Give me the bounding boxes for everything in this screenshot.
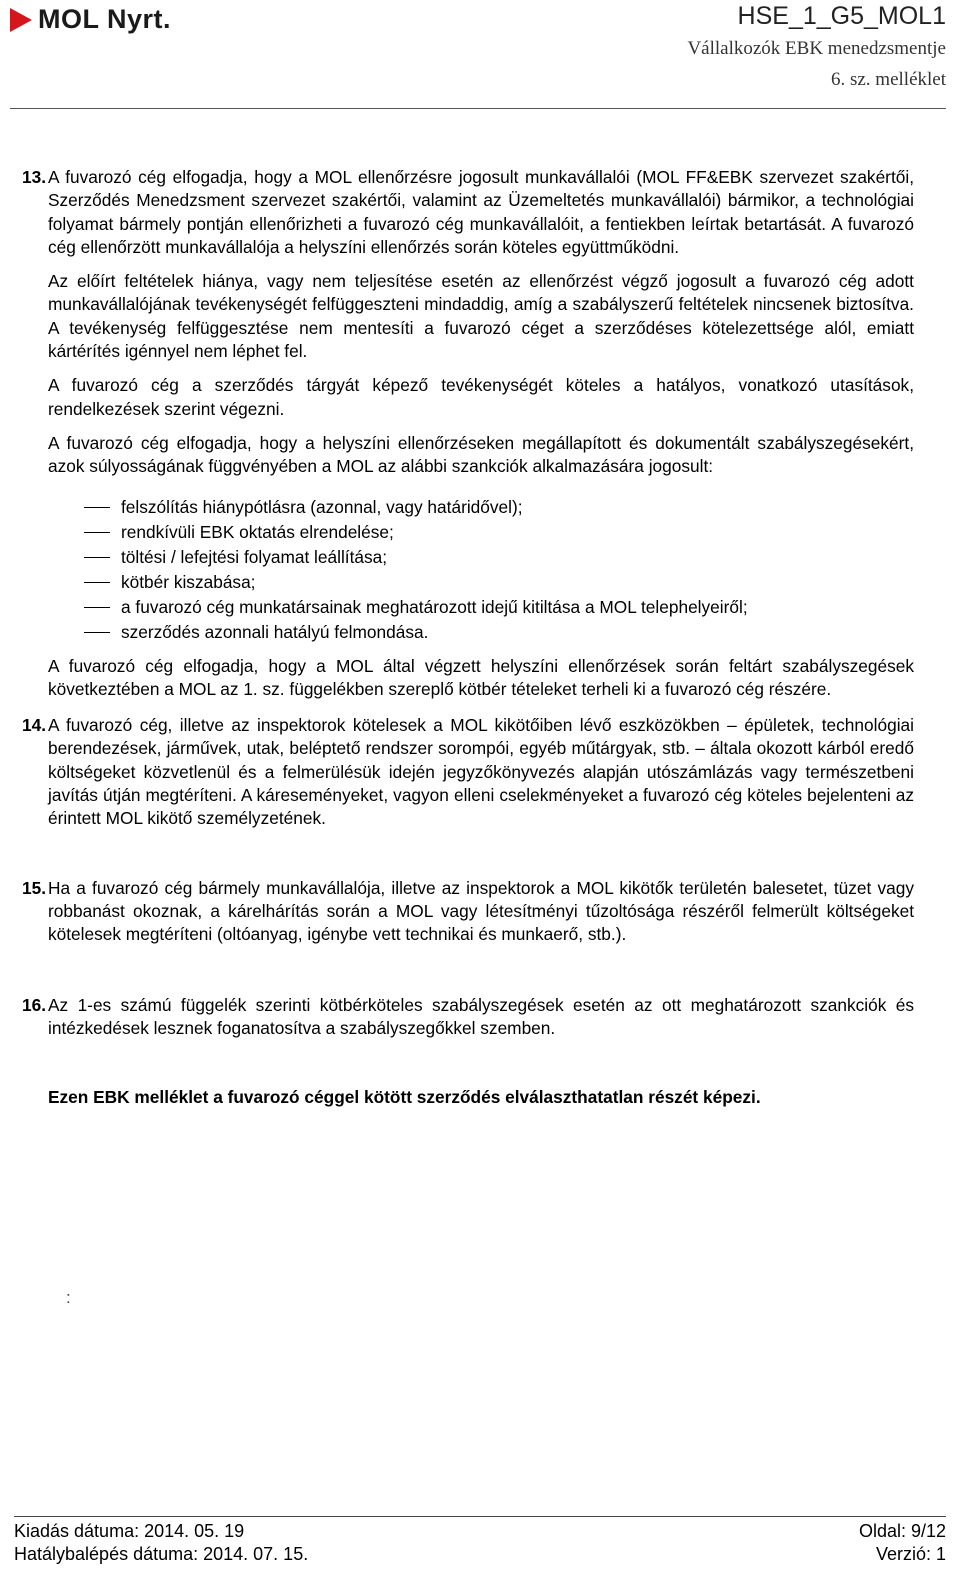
page-header [0,0,960,110]
issue-date: Kiadás dátuma: 2014. 05. 19 [14,1521,245,1541]
section-13-paragraph-4: A fuvarozó cég elfogadja, hogy a helyszíni ellenőrzéseken megállapított és dokumentált szabályszegésekért, azok súlyosságának függvényében a MOL az alábbi szankciók alkalmazására jogosult: [48,432,914,477]
company-name: MOL Nyrt. [38,4,172,34]
section-13-paragraph-5: A fuvarozó cég elfogadja, hogy a MOL által végzett helyszíni ellenőrzések során feltárt szabályszegések következtében a MOL az 1. sz. függelékben szereplő kötbér tételeket terheli ki a fuvarozó cég részére. [48,655,914,699]
dash-bullet-icon [84,532,110,533]
page-footer [14,1520,946,1566]
dash-bullet-icon [84,557,110,558]
list-item: a fuvarozó cég munkatársainak meghatározott idejű kitiltása a MOL telephelyeiről; [48,595,914,620]
mol-logo [10,4,171,35]
section-number: 16. [22,994,47,1015]
annex-label: 6. sz. melléklet [830,69,946,90]
list-item: felszólítás hiánypótlásra (azonnal, vagy határidővel); [48,495,914,520]
section-13 [22,166,914,701]
version: Verzió: 1 [875,1544,946,1564]
dash-bullet-icon [84,607,110,608]
stray-mark: : [66,1288,71,1307]
list-item: rendkívüli EBK oktatás elrendelése; [48,520,914,545]
dash-bullet-icon [84,507,110,508]
section-number: 14. [22,715,47,736]
dash-bullet-icon [84,632,110,633]
section-13-paragraph-1: A fuvarozó cég elfogadja, hogy a MOL ellenőrzésre jogosult munkavállalói (MOL FF&EBK szervezet szakértői, Szerződés Menedzsment szervezet szakértői, valamint az Üzemeltetés munkavállalói) bármikor, a technológiai folyamat bármely pontján ellenőrizheti a fuvarozó cég munkavállalóit, a fentiekben leírtak betartását. A fuvarozó cég ellenőrzött munkavállalója a helyszíni ellenőrzés során köteles együttműködni. [48,167,914,257]
section-16-text: Az 1-es számú függelék szerinti kötbérköteles szabályszegések esetén az ott meghatározott szankciók és intézkedések lesznek foganatosítva a szabályszegőkkel szemben. [48,994,914,1038]
section-15 [22,877,914,947]
document-body [22,166,914,1109]
document-code: HSE_1_G5_MOL1 [737,2,946,30]
footer-divider [14,1516,946,1517]
closing-statement: Ezen EBK melléklet a fuvarozó céggel kötött szerződés elválaszthatatlan részét képezi. [48,1087,761,1108]
list-item: töltési / lefejtési folyamat leállítása; [48,545,914,570]
sanctions-list [48,495,914,645]
section-13-paragraph-3: A fuvarozó cég a szerződés tárgyát képező tevékenységét köteles a hatályos, vonatkozó utasítások, rendelkezések szerint végezni. [48,375,914,419]
section-14 [22,714,914,830]
list-item: kötbér kiszabása; [48,570,914,595]
effective-date: Hatálybalépés dátuma: 2014. 07. 15. [14,1544,309,1564]
section-15-text: Ha a fuvarozó cég bármely munkavállalója, illetve az inspektorok a MOL kikötők területén balesetet, tüzet vagy robbanást okoznak, a kárelhárítás során a MOL vagy létesítményi tűzoltósága részéről felmerült költségeket kötelesek megtéríteni (oltóanyag, igénybe vett technikai és munkaerő, stb.). [48,877,914,945]
section-16 [22,994,914,1041]
document-title: Vállalkozók EBK menedzsmentje [687,38,946,59]
dash-bullet-icon [84,582,110,583]
page-number: Oldal: 9/12 [858,1521,946,1541]
section-13-paragraph-2: Az előírt feltételek hiánya, vagy nem teljesítése esetén az ellenőrzést végző jogosult a fuvarozó cég adott munkavállalójának tevékenységét felfüggeszteni mindaddig, amíg a szabályszerű feltételek nincsenek biztosítva. A tevékenység felfüggesztése nem mentesíti a fuvarozó céget a szerződéses kötelezettsége alól, emiatt kártérítés igénnyel nem léphet fel. [48,271,914,362]
list-item: szerződés azonnali hatályú felmondása. [48,620,914,645]
section-number: 15. [22,877,47,898]
mol-triangle-icon [10,8,32,32]
header-divider [10,108,946,109]
section-14-text: A fuvarozó cég, illetve az inspektorok kötelesek a MOL kikötőiben lévő eszközökben – épületek, technológiai berendezések, járművek, utak, beléptető rendszer sorompói, egyéb műtárgyak, stb. – általa okozott kárból eredő költségeket közvetlenül és a felmerülésük idején jegyzőkönyvezés alapján utószámlázás vagy természetbeni javítás útján megtéríteni. A káreseményeket, vagyon elleni cselekményeket a fuvarozó cég köteles bejelenteni az érintett MOL kikötő személyzetének. [48,715,914,829]
section-number: 13. [22,167,47,187]
